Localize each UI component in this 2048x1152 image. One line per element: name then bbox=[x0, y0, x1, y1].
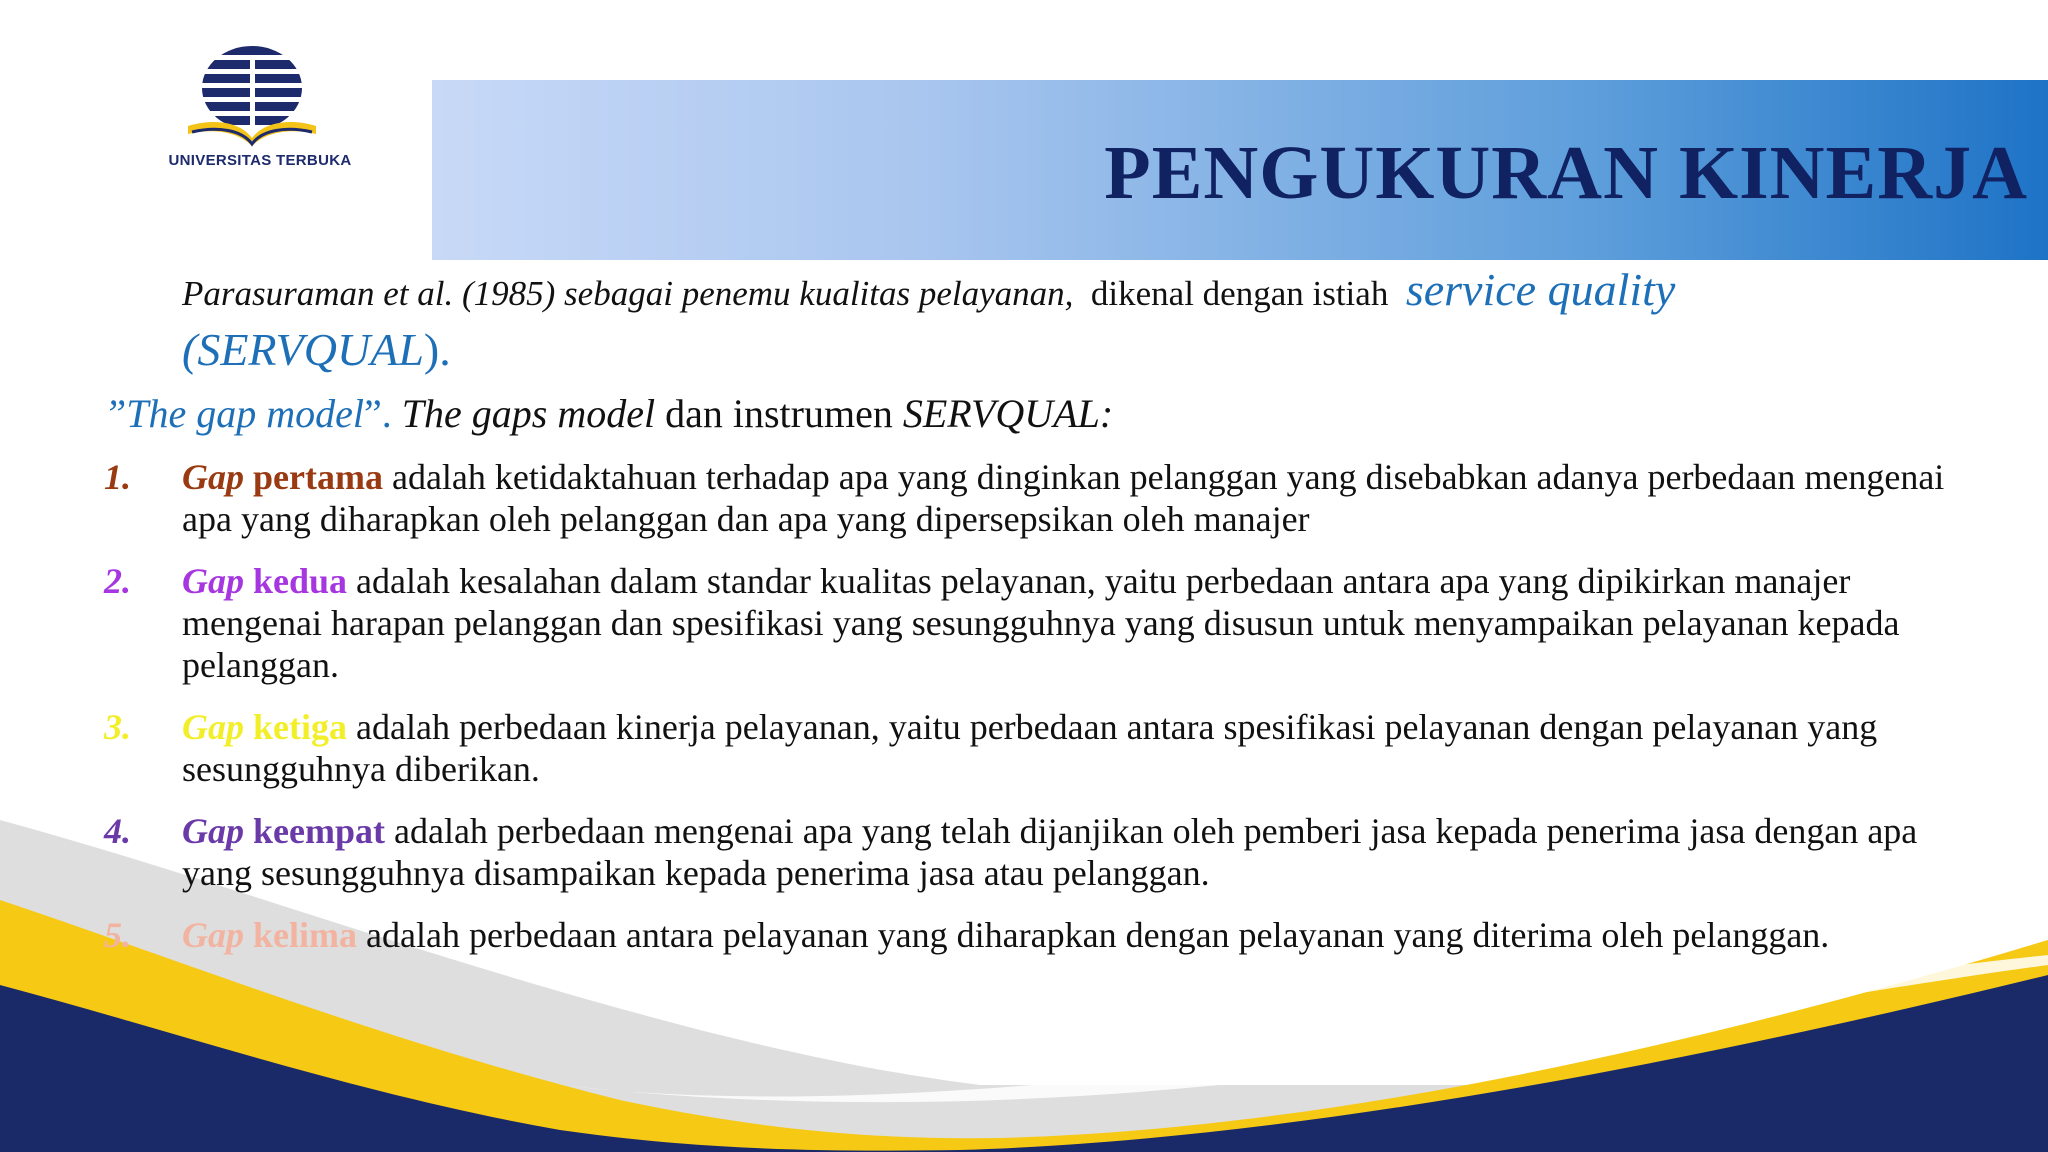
gap-name: keempat bbox=[253, 811, 385, 851]
list-item bbox=[104, 706, 1984, 790]
gap-name: ketiga bbox=[253, 707, 347, 747]
list-number: 3. bbox=[104, 707, 131, 747]
list-number: 4. bbox=[104, 811, 131, 851]
gap-word: Gap bbox=[182, 811, 244, 851]
logo-emblem-icon bbox=[140, 38, 380, 150]
gap-word: Gap bbox=[182, 561, 244, 601]
intro-service-quality: service quality bbox=[1405, 264, 1676, 315]
intro-period: ). bbox=[423, 324, 451, 375]
intro-citation: Parasuraman et al. (1985) sebagai penemu kualitas pelayanan, bbox=[182, 274, 1074, 313]
gap-name: pertama bbox=[253, 457, 383, 497]
list-item bbox=[104, 456, 1984, 540]
logo-text: UNIVERSITAS TERBUKA bbox=[168, 152, 352, 169]
intro-servqual: (SERVQUAL bbox=[182, 324, 424, 375]
intro-known-as: dikenal dengan istiah bbox=[1090, 274, 1389, 313]
header-band bbox=[432, 80, 2048, 260]
gap-model-term: The gap model bbox=[126, 391, 365, 436]
gap-quote-close: ”. bbox=[364, 391, 392, 436]
gap-word: Gap bbox=[182, 915, 244, 955]
list-item bbox=[104, 560, 1984, 686]
servqual-term: SERVQUAL: bbox=[902, 391, 1114, 436]
gap-name: kelima bbox=[253, 915, 357, 955]
gap-list bbox=[104, 456, 1984, 956]
list-number: 5. bbox=[104, 915, 131, 955]
university-logo bbox=[140, 38, 380, 178]
gap-description: adalah perbedaan mengenai apa yang telah dijanjikan oleh pemberi jasa kepada penerima jasa dengan apa yang sesungguhnya disampaikan kepada penerima jasa atau pelanggan. bbox=[182, 811, 1918, 893]
intro-paragraph bbox=[182, 262, 1942, 382]
gap-description: adalah kesalahan dalam standar kualitas pelayanan, yaitu perbedaan antara apa yang dipikirkan manajer mengenai harapan pelanggan dan spesifikasi yang sesungguhnya yang disusun untuk menyampaikan pelayanan kepada pelanggan. bbox=[182, 561, 1900, 685]
slide-title: PENGUKURAN KINERJA bbox=[1104, 131, 2028, 215]
gap-name: kedua bbox=[253, 561, 348, 601]
list-item bbox=[104, 914, 1984, 956]
gap-description: adalah perbedaan antara pelayanan yang diharapkan dengan pelayanan yang diterima oleh pelanggan. bbox=[366, 915, 1830, 955]
gap-middle-text: dan instrumen bbox=[665, 391, 893, 436]
gap-word: Gap bbox=[182, 457, 244, 497]
gap-quote-open: ” bbox=[104, 391, 127, 436]
list-number: 1. bbox=[104, 457, 131, 497]
gap-description: adalah perbedaan kinerja pelayanan, yaitu perbedaan antara spesifikasi pelayanan dengan pelayanan yang sesungguhnya diberikan. bbox=[182, 707, 1878, 789]
gaps-model-term: The gaps model bbox=[401, 391, 656, 436]
list-item bbox=[104, 810, 1984, 894]
list-number: 2. bbox=[104, 561, 131, 601]
gap-word: Gap bbox=[182, 707, 244, 747]
gap-description: adalah ketidaktahuan terhadap apa yang dinginkan pelanggan yang disebabkan adanya perbedaan mengenai apa yang diharapkan oleh pelanggan dan apa yang dipersepsikan oleh manajer bbox=[182, 457, 1945, 539]
gap-model-heading bbox=[104, 390, 2004, 437]
